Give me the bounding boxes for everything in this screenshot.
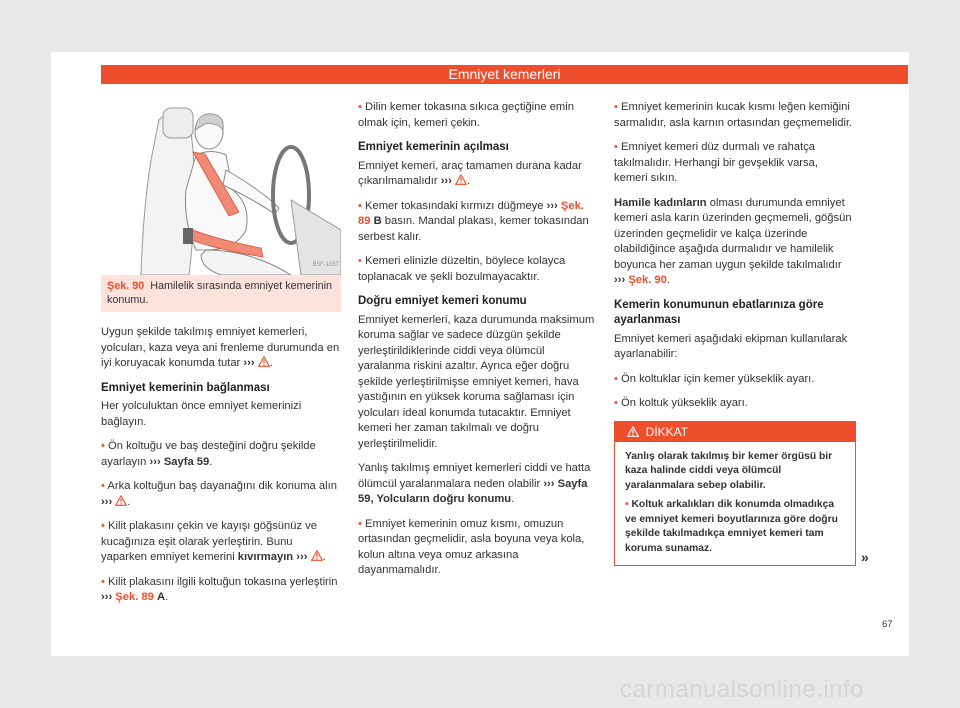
heading-position: Doğru emniyet kemeri konumu bbox=[358, 295, 527, 307]
figure-pregnant-seatbelt bbox=[101, 100, 341, 275]
list-item: • Kemer tokasındaki kırmızı düğmeye ››› Şek. 89 B basın. Mandal plakası, kemer tokasından serbest kalır. bbox=[358, 199, 589, 243]
position-paragraph: Emniyet kemerleri, kaza durumunda maksimum koruma sağlar ve sadece düzgün şekilde yerleştirildiklerinde ciddi veya ölümcül yaralanma riskini azaltır. Ayrıca eğer doğru şekilde yerleştirilmişse emniyet kemeri, hava yastığının en yüksek koruma sağlaması için yolcuları ideal konumda tutacaktır. Emniyet kemeri her zaman takılmalı ve doğru yerleştirilmelidir. bbox=[358, 313, 595, 450]
column-1 bbox=[101, 100, 341, 615]
intro-paragraph: Uygun şekilde takılmış emniyet kemerleri, yolcuları, kaza veya ani frenleme durumunda en iyi koruyacak konumda tutar ››› . bbox=[101, 326, 340, 369]
list-item: • Ön koltuk yükseklik ayarı. bbox=[614, 397, 748, 409]
continue-arrow: » bbox=[861, 549, 869, 565]
release-paragraph: Emniyet kemeri, araç tamamen durana kadar çıkarılmamalıdır ››› . bbox=[358, 159, 582, 187]
figure-caption-text: Hamilelik sırasında emniyet kemerinin konumu. bbox=[107, 280, 333, 306]
figure-ref-link[interactable]: Şek. 89 bbox=[358, 199, 584, 227]
warning-triangle-icon bbox=[258, 356, 270, 367]
list-item: • Emniyet kemeri düz durmalı ve rahatça takılmalıdır. Herhangi bir gevşeklik varsa, kemeri sıkın. bbox=[614, 141, 818, 184]
page-header: Emniyet kemerleri bbox=[101, 65, 908, 84]
list-item: • Emniyet kemerinin omuz kısmı, omuzun ortasından geçmelidir, asla boyuna veya kola, kolun altına veya omuz arkasına dayanmamalıdır. bbox=[358, 517, 585, 576]
pregnant-woman-seatbelt-illustration bbox=[101, 100, 341, 275]
list-item: • Ön koltuklar için kemer yükseklik ayarı. bbox=[614, 372, 815, 385]
figure-tag: B5F-1057 bbox=[312, 261, 339, 268]
page-ref-link[interactable]: Sayfa 59, Yolcuların doğru konumu bbox=[358, 477, 588, 505]
column-2 bbox=[358, 100, 598, 588]
heading-fasten: Emniyet kemerinin bağlanması bbox=[101, 381, 270, 394]
warning-triangle-icon bbox=[311, 550, 323, 561]
warning-triangle-icon bbox=[627, 426, 639, 437]
warning-paragraph: Yanlış olarak takılmış bir kemer örgüsü bir kaza halinde ciddi veya ölümcül yaralanmalara sebep olabilir. bbox=[625, 450, 833, 491]
adjust-paragraph: Emniyet kemeri aşağıdaki ekipman kullanılarak ayarlanabilir: bbox=[614, 332, 848, 360]
figure-caption-label: Şek. 90 bbox=[107, 280, 145, 292]
page-ref-link[interactable]: Sayfa 59 bbox=[163, 455, 210, 468]
list-item: • Kilit plakasını ilgili koltuğun tokasına yerleştirin ››› Şek. 89 A. bbox=[101, 575, 338, 603]
pregnant-paragraph: Hamile kadınların olması durumunda emniyet kemeri asla karın üzerinden geçmemeli, göğsün üzerinden geçmelidir ve kalça üzerinde olabildiğince aşağıda durmalıdır ve hamilelik boyunca her zaman uygun şekilde takılmalıdır ››› Şek. 90. bbox=[614, 196, 852, 286]
heading-release: Emniyet kemerinin açılması bbox=[358, 141, 509, 153]
column-3 bbox=[614, 100, 854, 566]
list-item: • Ön koltuğu ve baş desteğini doğru şekilde ayarlayın ››› Sayfa 59. bbox=[101, 440, 316, 468]
watermark: carmanualsonline.info bbox=[620, 676, 864, 703]
list-item: • Kemeri elinizle düzeltin, böylece kolayca toplanacak ve şekli bozulmayacaktır. bbox=[358, 255, 566, 283]
figure-ref-link[interactable]: Şek. 89 bbox=[115, 591, 154, 603]
list-item: • Arka koltuğun baş dayanağını dik konuma alın ››› . bbox=[101, 480, 337, 508]
warning-header bbox=[615, 422, 855, 442]
page-number: 67 bbox=[882, 619, 893, 630]
list-item: • Kilit plakasını çekin ve kayışı göğsünüz ve kucağınıza eşit olarak yerleştirin. Bunu yaparken emniyet kemerini kıvırmayın ››› . bbox=[101, 520, 326, 563]
warning-body bbox=[615, 442, 855, 566]
warning-title: DİKKAT bbox=[645, 424, 689, 439]
list-item: • Dilin kemer tokasına sıkıca geçtiğine emin olmak için, kemeri çekin. bbox=[358, 101, 574, 129]
warning-triangle-icon bbox=[455, 174, 467, 185]
fasten-paragraph: Her yolculuktan önce emniyet kemerinizi bağlayın. bbox=[101, 400, 302, 428]
figure-ref-link[interactable]: Şek. 90 bbox=[628, 274, 667, 286]
list-item: • Emniyet kemerinin kucak kısmı leğen kemiğini sarmalıdır, asla karnın ortasından geçmemelidir. bbox=[614, 101, 853, 129]
warning-box bbox=[614, 421, 856, 567]
wrong-paragraph: Yanlış takılmış emniyet kemerleri ciddi ve hatta ölümcül yaralanmalara neden olabilir ››› Sayfa 59, Yolcuların doğru konumu. bbox=[358, 462, 591, 505]
figure-caption bbox=[101, 275, 341, 312]
heading-adjust: Kemerin konumunun ebatlarınıza göre ayarlanması bbox=[614, 298, 824, 326]
warning-list-item: • Koltuk arkalıkları dik konumda olmadıkça ve emniyet kemeri boyutlarınıza göre doğru şekilde takılmadıkça emniyet kemeri tam koruma sunamaz. bbox=[625, 499, 838, 554]
warning-triangle-icon bbox=[115, 495, 127, 506]
arrow-ref: ››› bbox=[243, 357, 255, 369]
